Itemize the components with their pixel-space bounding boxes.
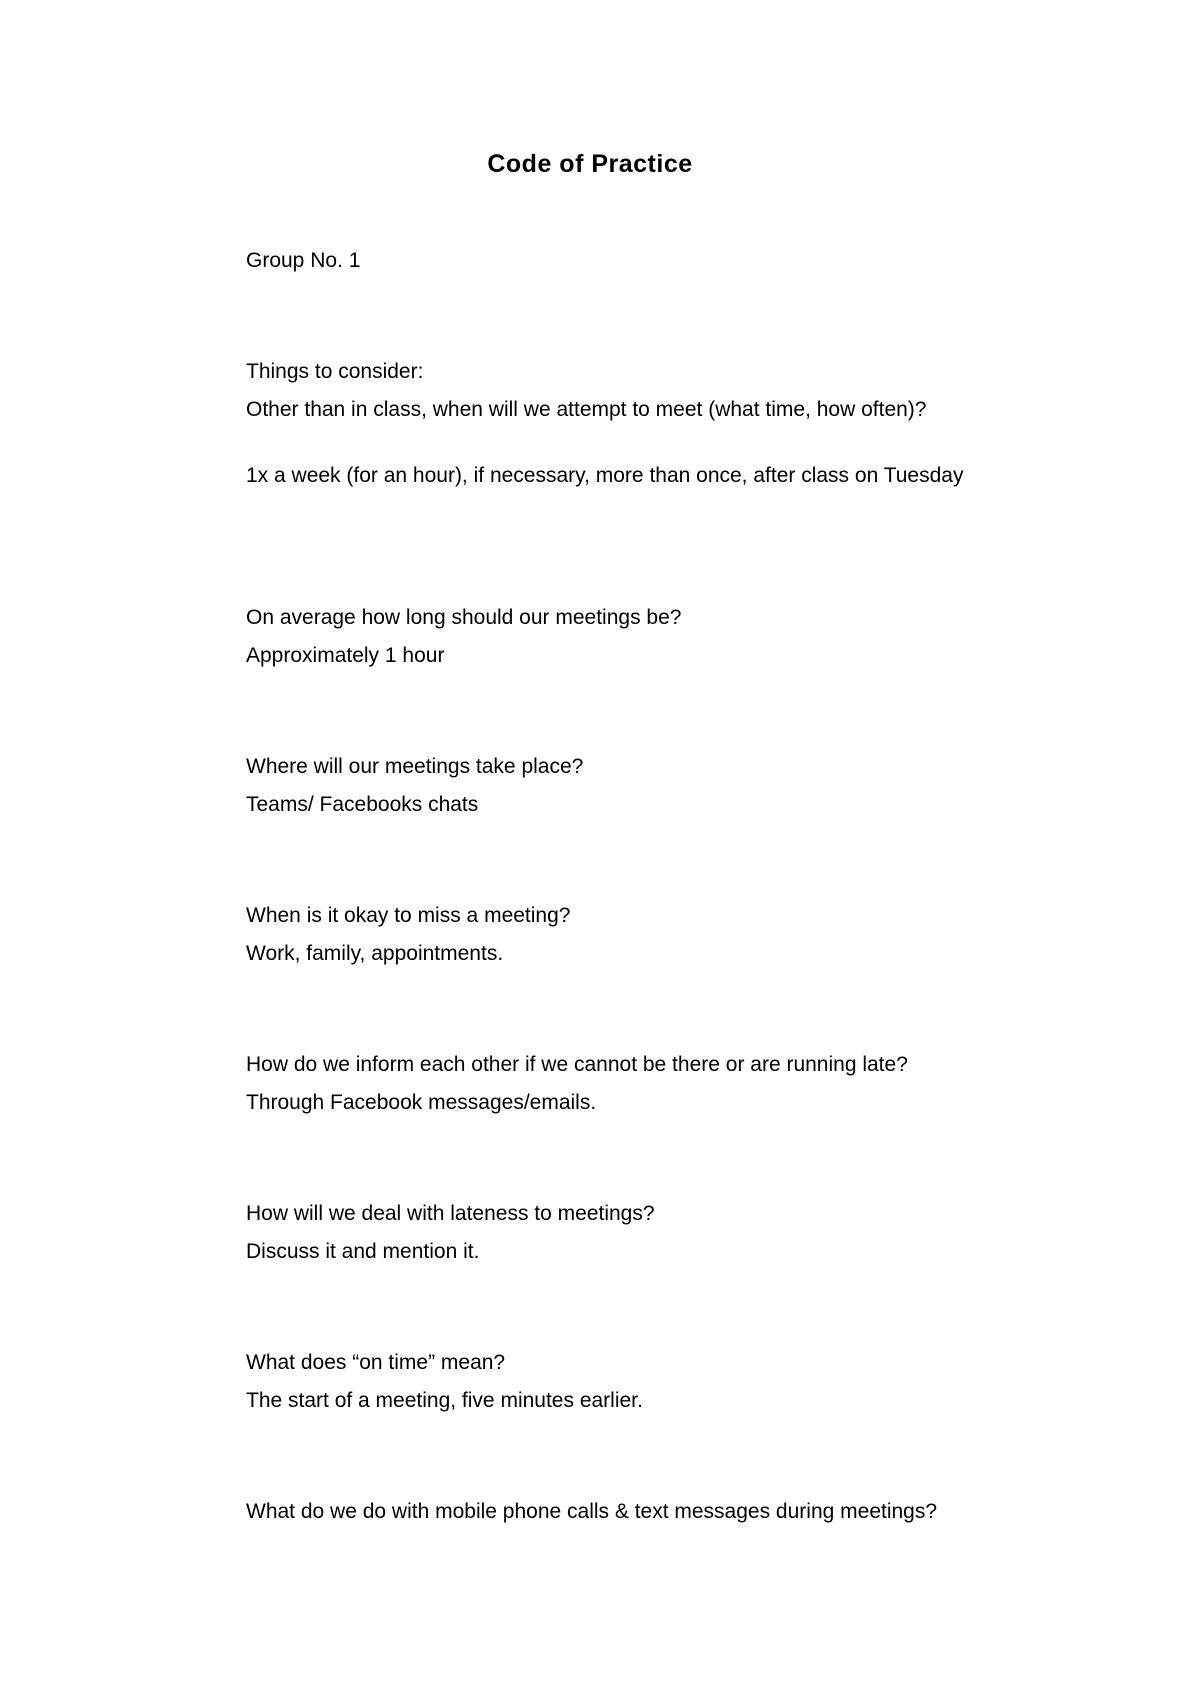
- question-on-time: What does “on time” mean?: [246, 1351, 506, 1374]
- question-mobile-phones: What do we do with mobile phone calls & text messages during meetings?: [246, 1500, 938, 1523]
- answer-on-time: The start of a meeting, five minutes earlier.: [246, 1389, 643, 1412]
- answer-meeting-length: Approximately 1 hour: [246, 644, 445, 667]
- answer-meeting-place: Teams/ Facebooks chats: [246, 793, 479, 816]
- question-meeting-place: Where will our meetings take place?: [246, 755, 584, 778]
- question-missing-meeting: When is it okay to miss a meeting?: [246, 904, 571, 927]
- question-inform-others: How do we inform each other if we cannot be there or are running late?: [246, 1053, 908, 1076]
- question-meeting-frequency: Other than in class, when will we attempt to meet (what time, how often)?: [246, 398, 927, 421]
- answer-meeting-frequency: 1x a week (for an hour), if necessary, more than once, after class on Tuesday: [246, 464, 964, 487]
- question-lateness: How will we deal with lateness to meetings?: [246, 1202, 655, 1225]
- question-meeting-length: On average how long should our meetings be?: [246, 606, 682, 629]
- intro-heading: Things to consider:: [246, 360, 424, 383]
- document-title: Code of Practice: [487, 150, 693, 178]
- answer-inform-others: Through Facebook messages/emails.: [246, 1091, 597, 1114]
- answer-missing-meeting: Work, family, appointments.: [246, 942, 504, 965]
- group-number: Group No. 1: [246, 249, 361, 272]
- answer-lateness: Discuss it and mention it.: [246, 1240, 480, 1263]
